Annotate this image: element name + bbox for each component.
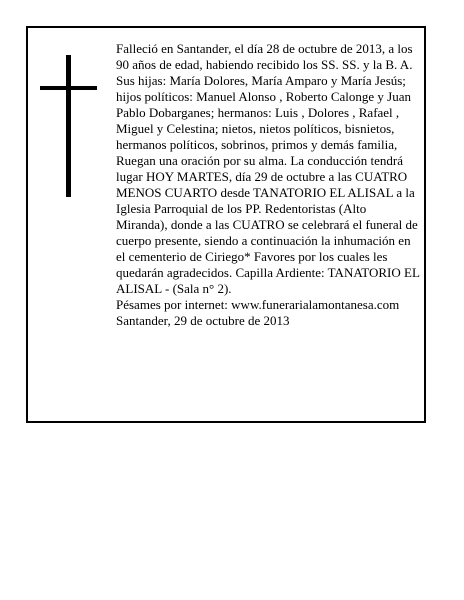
place-date-paragraph: Santander, 29 de octubre de 2013 bbox=[116, 313, 290, 328]
cross-vertical-bar bbox=[66, 55, 71, 197]
obituary-notice-frame bbox=[26, 26, 426, 423]
condolences-paragraph: Pésames por internet: www.funerarialamontanesa.com bbox=[116, 297, 400, 312]
latin-cross-icon bbox=[40, 55, 97, 197]
cross-horizontal-bar bbox=[40, 86, 97, 90]
death-announcement-paragraph: Falleció en Santander, el día 28 de octubre de 2013, a los 90 años de edad, habiendo recibido los SS. SS. y la B. A. bbox=[116, 41, 413, 72]
funeral-details-paragraph: Ruegan una oración por su alma. La conducción tendrá lugar HOY MARTES, día 29 de octubre a las CUATRO MENOS CUARTO desde TANATORIO EL ALISAL a la Iglesia Parroquial de los PP. Redentoristas (Alto Miranda), donde a las CUATRO se celebrará el funeral de cuerpo presente, siendo a continuación la inhumación en el cementerio de Ciriego* Favores por los cuales les quedarán agradecidos. Capilla Ardiente: TANATORIO EL ALISAL - (Sala n° 2). bbox=[116, 153, 420, 296]
obituary-text bbox=[116, 41, 420, 329]
family-paragraph: Sus hijas: María Dolores, María Amparo y María Jesús; hijos políticos: Manuel Alonso , Roberto Calonge y Juan Pablo Dobarganes; hermanos: Luis , Dolores , Rafael , Miguel y Celestina; nietos, nietos políticos, bisnietos, hermanos políticos, sobrinos, primos y demás familia, bbox=[116, 73, 412, 152]
